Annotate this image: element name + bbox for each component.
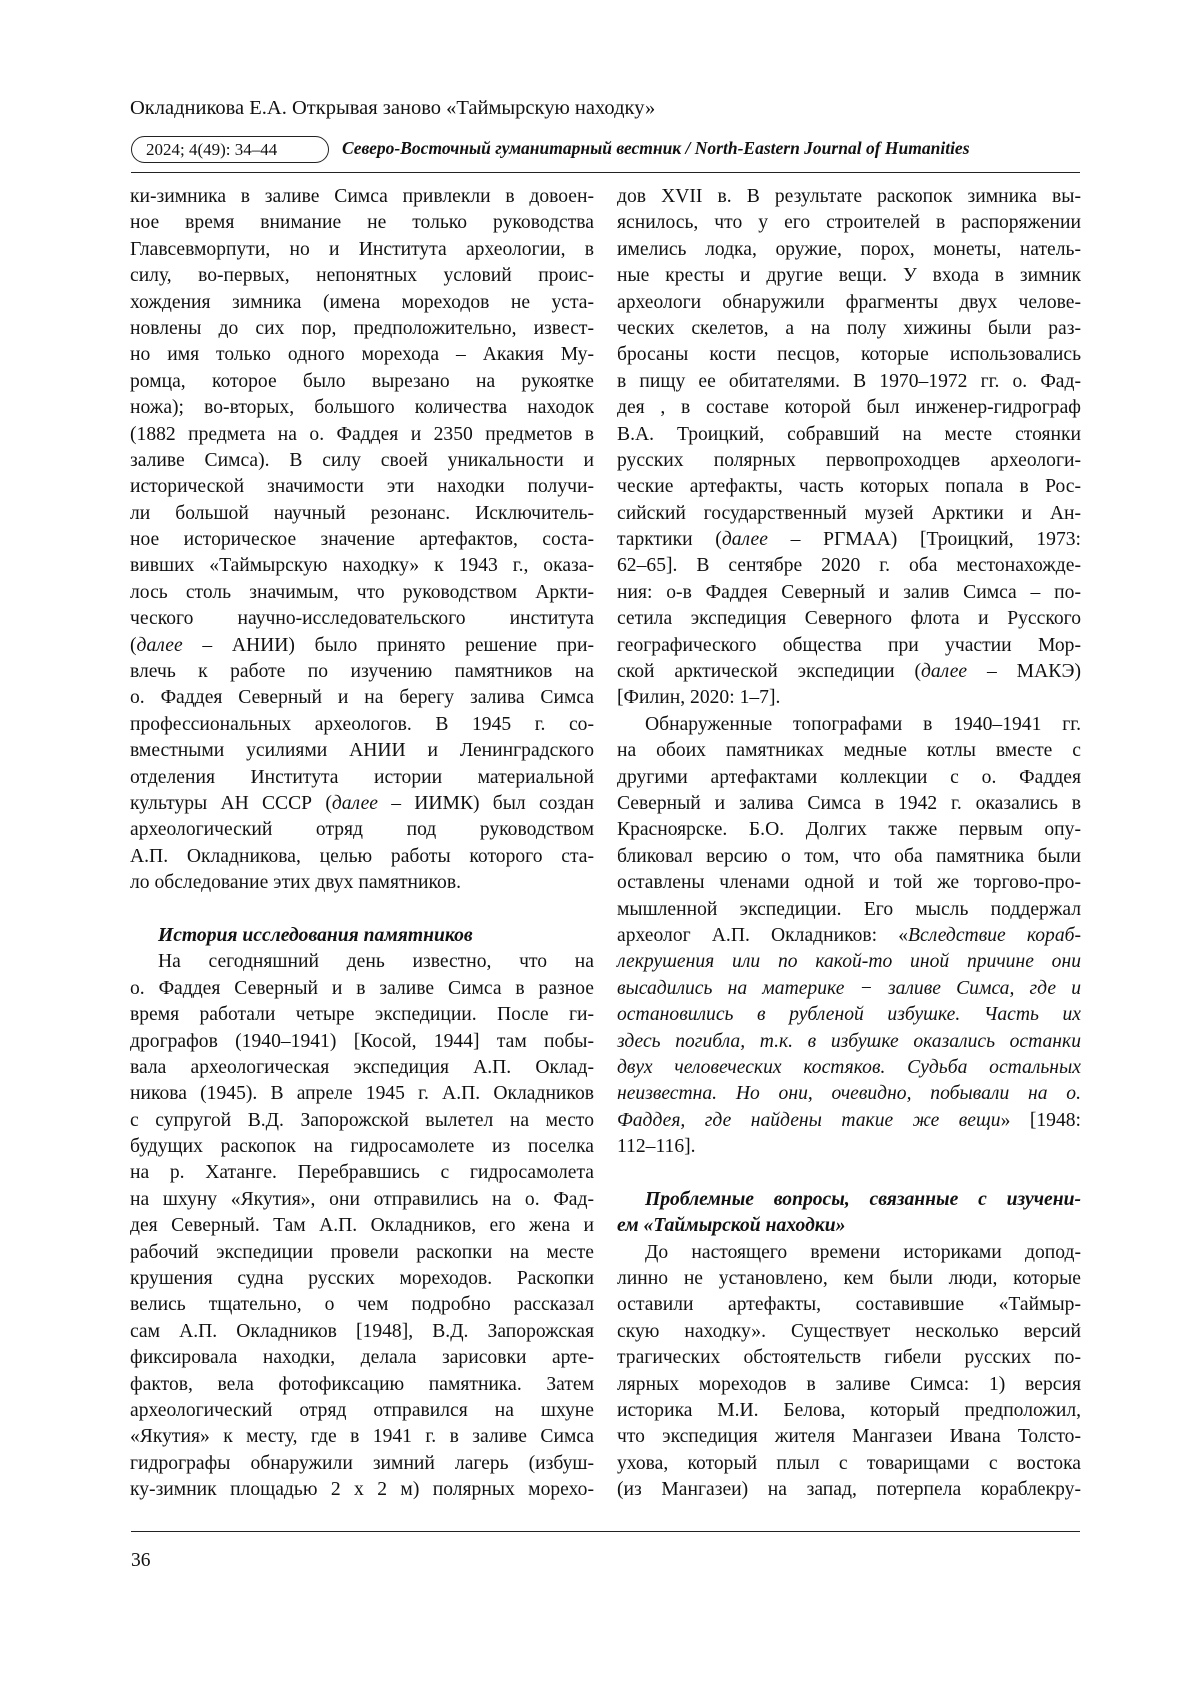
text-line: (1882 предмета на о. Фаддея и 2350 предметов в (130, 423, 594, 445)
left-paragraph-1-cont (130, 659, 594, 791)
text-line: скую находку». Существует несколько версий (617, 1320, 1081, 1342)
text-line: о. Фаддея Северный и в заливе Симса в разное (130, 977, 594, 999)
text-line: Главсевморпути, но и Института археологии, в (130, 238, 594, 260)
text-line: сетила экспедиция Северного флота и Русского (617, 608, 1081, 630)
text-line: Фаддея, где найдены такие же вещи» [1948: (617, 1109, 1081, 1131)
text-line: Северный и залива Симса в 1942 г. оказались в (617, 792, 1081, 814)
text-line: археолог А.П. Окладников: «Вследствие кораб- (617, 924, 1082, 946)
text-line: фиксировала находки, делала зарисовки арте- (130, 1347, 594, 1369)
text-line: ческие артефакты, часть которых попала в Рос- (617, 476, 1081, 498)
section-heading-line-1: Проблемные вопросы, связанные с изучени- (645, 1188, 1081, 1210)
right-paragraph-2 (617, 712, 1081, 923)
text-line: бросаны кости песцов, которые использовались (617, 344, 1081, 366)
text-line: археологи обнаружили фрагменты двух челове- (617, 291, 1081, 313)
right-paragraph-1 (617, 184, 1081, 527)
text-line: неизвестна. Но они, очевидно, побывали на о. (617, 1083, 1081, 1105)
header-rule (131, 172, 1080, 173)
spacer (617, 1160, 1081, 1186)
footer-rule (131, 1531, 1080, 1532)
text-line: ло обследование этих двух памятников. (130, 872, 461, 894)
text-line: ской арктической экспедиции (далее – МАКЭ) (617, 661, 1081, 683)
text-line: профессиональных археологов. В 1945 г. со- (130, 713, 594, 735)
text-line: но имя только одного морехода – Акакия Му- (130, 344, 594, 366)
text-line: «Якутия» к месту, где в 1941 г. в заливе Симса (130, 1426, 594, 1448)
text-line: сам А.П. Окладников [1948], В.Д. Запорожская (130, 1320, 594, 1342)
text-line: (далее – АНИИ) было принято решение при- (130, 634, 594, 656)
text-line: До настоящего времени историками допод- (645, 1241, 1081, 1263)
text-line: крушения судна русских мореходов. Раскопки (130, 1268, 594, 1290)
text-line: вместными усилиями АНИИ и Ленинградского (130, 740, 594, 762)
text-line: Красноярске. Б.О. Долгих также первым опу- (617, 819, 1081, 841)
text-line: гидрографы обнаружили зимний лагерь (избуш- (130, 1452, 594, 1474)
text-line: велись тщательно, о чем подробно рассказал (130, 1294, 594, 1316)
text-line: вала археологическая экспедиция А.П. Оклад- (130, 1056, 594, 1078)
text-line: археологический отряд под руководством (130, 819, 594, 841)
text-line: будущих раскопок на гидросамолете из поселка (130, 1136, 594, 1158)
text-line: Обнаруженные топографами в 1940–1941 гг. (645, 713, 1081, 735)
text-line: здесь погибла, т.к. в избушке оказались останки (617, 1030, 1081, 1052)
text-line: (из Мангазеи) на запад, потерпела кораблекру- (617, 1479, 1081, 1501)
text-line: На сегодняшний день известно, что на (158, 951, 594, 973)
text-line: лось столь значимым, что руководством Аркти- (130, 581, 594, 603)
text-line: А.П. Окладникова, целью работы которого ста- (130, 845, 594, 867)
text-line: тарктики (далее – РГМАА) [Троицкий, 1973: (617, 529, 1081, 551)
text-line: никова (1945). В апреле 1945 г. А.П. Окладников (130, 1083, 594, 1105)
right-column (617, 184, 1081, 1504)
text-line: исторической значимости эти находки получи- (130, 476, 594, 498)
text-line: ческих скелетов, а на полу хижины были раз- (617, 317, 1081, 339)
text-line: фактов, вела фотофиксацию памятника. Затем (130, 1373, 594, 1395)
section-heading-line-2: ем «Таймырской находки» (617, 1215, 846, 1237)
text-line: хождения зимника (имена мореходов не уста- (130, 291, 594, 313)
left-column (130, 184, 594, 1504)
text-line: лекрушения или по какой-то иной причине они (617, 951, 1081, 973)
spacer (130, 897, 594, 923)
page-number: 36 (131, 1550, 151, 1571)
text-line: высадились на материке − заливе Симса, где и (617, 977, 1081, 999)
text-line: ножа); во-вторых, большого количества находок (130, 397, 594, 419)
text-line: ческого научно-исследовательского института (130, 608, 594, 630)
text-line: другими артефактами коллекции с о. Фаддея (617, 766, 1081, 788)
text-line: влечь к работе по изучению памятников на (130, 661, 594, 683)
text-line: географического общества при участии Мор- (617, 634, 1081, 656)
text-line: силу, во-первых, непонятных условий проис- (130, 265, 594, 287)
text-line: ния: о-в Фаддея Северный и залив Симса – по- (617, 581, 1081, 603)
text-line: сийский государственный музей Арктики и Ан- (617, 502, 1081, 524)
text-line: новлены до сих пор, предположительно, извест- (130, 317, 594, 339)
quotation (617, 949, 1081, 1107)
text-line: дов XVII в. В результате раскопок зимника вы- (617, 186, 1081, 207)
text-line: вивших «Таймырскую находку» к 1943 г., оказа- (130, 555, 594, 577)
text-line: археологический отряд отправился на шхуне (130, 1399, 594, 1421)
text-line: имелись лодка, оружие, порох, монеты, натель- (617, 238, 1081, 260)
text-line: бликовал версию о том, что оба памятника были (617, 845, 1081, 867)
left-paragraph-1 (130, 184, 594, 633)
text-line: на обоих памятниках медные котлы вместе с (617, 740, 1081, 762)
text-line: ромца, которое было вырезано на рукоятке (130, 370, 594, 392)
text-line: лярных мореходов в заливе Симса: 1) версия (617, 1373, 1081, 1395)
issue-badge: 2024; 4(49): 34–44 (131, 136, 329, 163)
left-paragraph-2 (130, 949, 594, 1503)
text-line: ку-зимник площадью 2 х 2 м) полярных морехо- (130, 1479, 594, 1501)
text-line: ные кресты и другие вещи. У входа в зимник (617, 265, 1081, 287)
text-line: дея Северный. Там А.П. Окладников, его жена и (130, 1215, 594, 1237)
text-line: [Филин, 2020: 1–7]. (617, 687, 781, 709)
text-line: отделения Института истории материальной (130, 766, 594, 788)
text-line: мышленной экспедиции. Его мысль поддержал (617, 898, 1081, 920)
text-line: на р. Хатанге. Перебравшись с гидросамолета (130, 1162, 594, 1184)
text-line: дрографов (1940–1941) [Косой, 1944] там побы- (130, 1030, 594, 1052)
text-line: культуры АН СССР (далее – ИИМК) был создан (130, 792, 594, 814)
text-line: о. Фаддея Северный и на берегу залива Симса (130, 687, 594, 709)
text-line: русских полярных первопроходцев археологи- (617, 449, 1081, 471)
text-line: что экспедиция жителя Мангазеи Ивана Толсто- (617, 1426, 1081, 1448)
text-line: яснилось, что у его строителей в распоряжении (617, 212, 1081, 234)
section-heading: История исследования памятников (158, 924, 473, 946)
text-line: ухова, который плыл с товарищами с востока (617, 1452, 1081, 1474)
text-line: оставили артефакты, составившие «Таймыр- (617, 1294, 1081, 1316)
text-line: ки-зимника в заливе Симса привлекли в довоен- (130, 186, 594, 207)
left-paragraph-1-end (130, 817, 594, 896)
running-head: Окладникова Е.А. Открывая заново «Таймырскую находку» (130, 97, 656, 119)
text-line: 112–116]. (617, 1136, 696, 1158)
text-line: 62–65]. В сентябре 2020 г. оба местонахожде- (617, 555, 1081, 577)
text-line: в пищу ее обитателями. В 1970–1972 гг. о. Фад- (617, 370, 1081, 392)
text-line: трагических обстоятельств гибели русских по- (617, 1347, 1081, 1369)
text-line: с супругой В.Д. Запорожской вылетел на место (130, 1109, 594, 1131)
text-line: оставлены членами одной и той же торгово-про- (617, 872, 1081, 894)
text-line: остановились в рубленой избушке. Часть их (617, 1004, 1081, 1026)
text-line: на шхуну «Якутия», они отправились на о. Фад- (130, 1188, 594, 1210)
text-line: ное историческое значение артефактов, соста- (130, 529, 594, 551)
text-line: ное время внимание не только руководства (130, 212, 594, 234)
text-line: двух человеческих костяков. Судьба остальных (617, 1056, 1081, 1078)
text-line: рабочий экспедиции провели раскопки на месте (130, 1241, 594, 1263)
text-line: дея , в составе которой был инженер-гидрограф (617, 397, 1081, 419)
right-paragraph-1-cont (617, 553, 1081, 659)
text-line: линно не установлено, кем были люди, которые (617, 1268, 1081, 1290)
right-paragraph-3 (617, 1240, 1081, 1504)
text-line: историка М.И. Белова, который предположил, (617, 1399, 1081, 1421)
text-line: заливе Симса). В силу своей уникальности и (130, 449, 594, 471)
journal-title: Северо-Восточный гуманитарный вестник / North-Eastern Journal of Humanities (342, 138, 970, 158)
text-line: В.А. Троицкий, собравший на месте стоянки (617, 423, 1081, 445)
text-line: время работали четыре экспедиции. После ги- (130, 1004, 594, 1026)
text-line: ли большой научный резонанс. Исключитель- (130, 502, 594, 524)
